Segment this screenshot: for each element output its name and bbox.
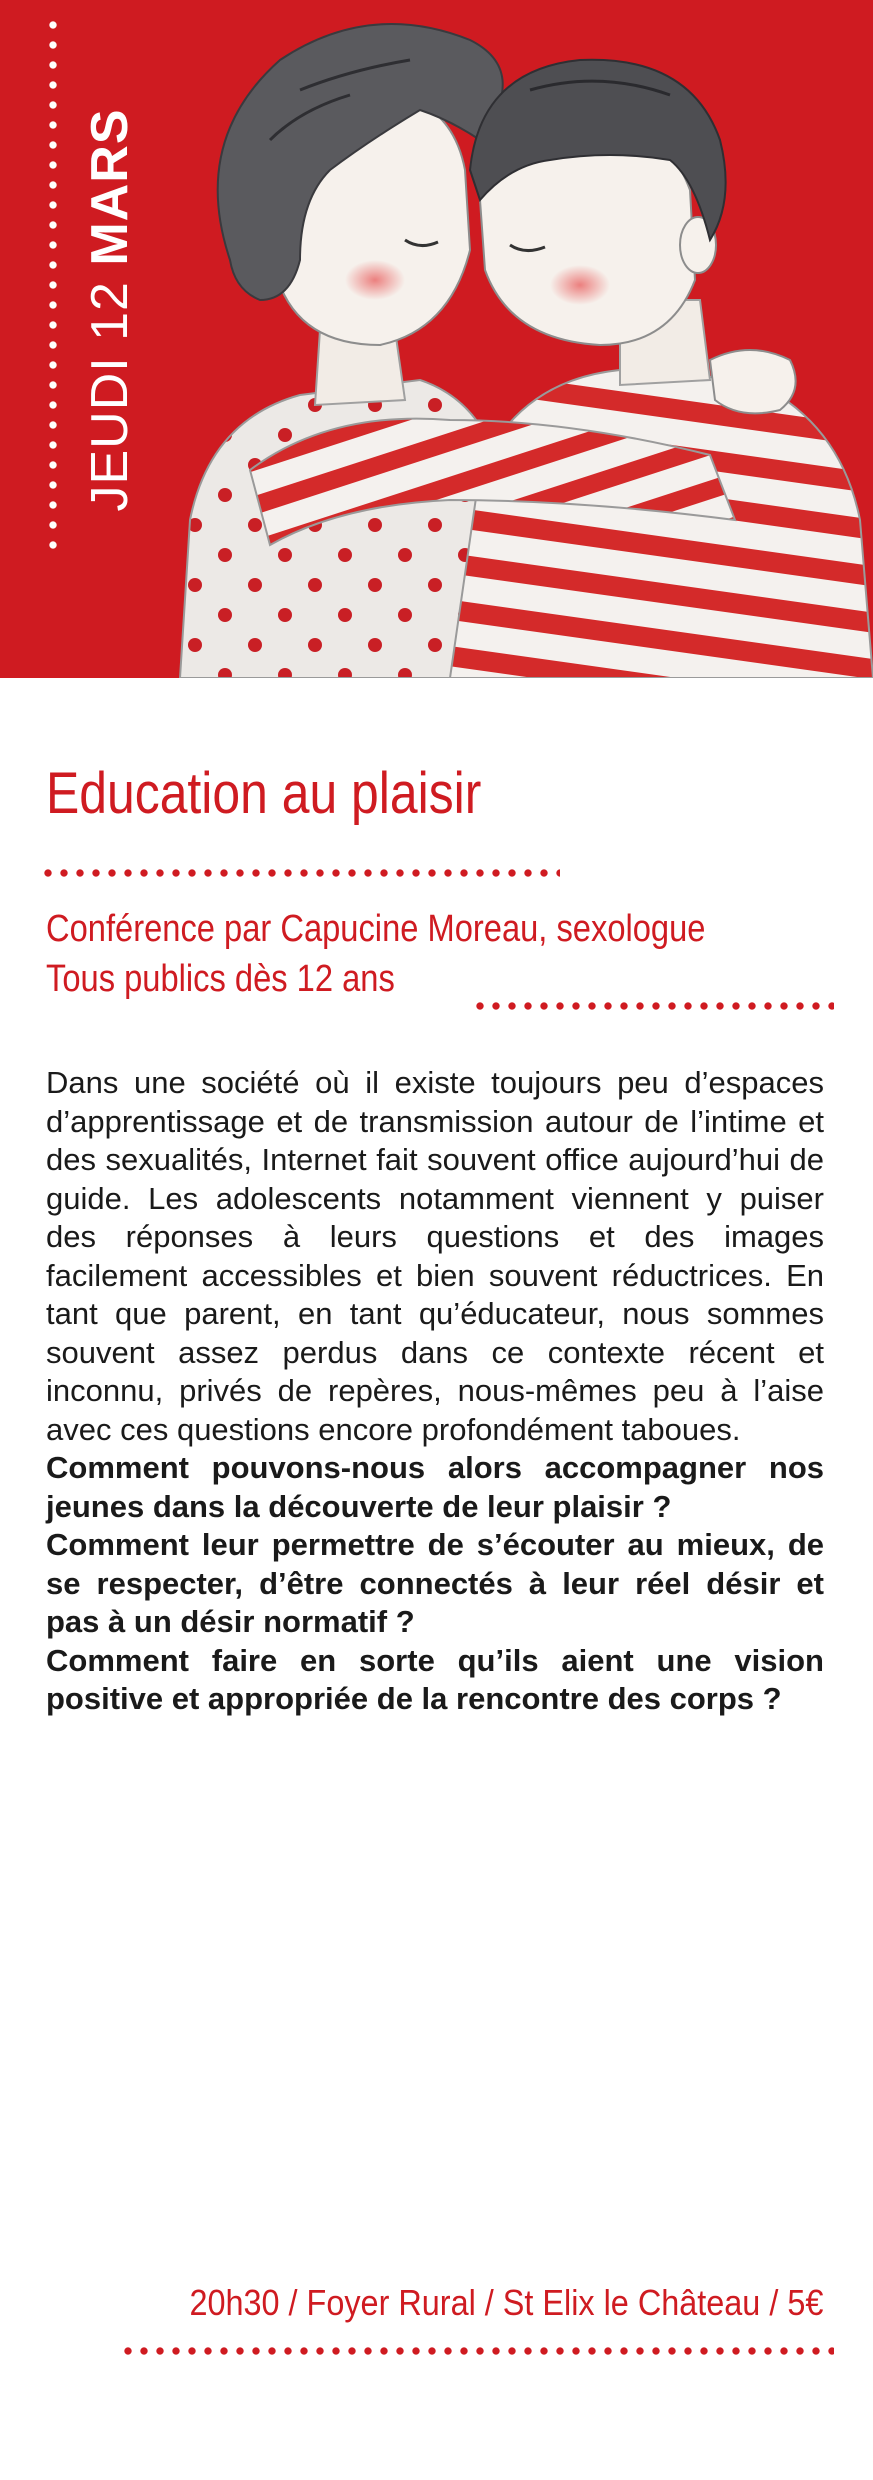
event-subtitle-speaker: Conférence par Capucine Moreau, sexologue — [46, 908, 706, 950]
event-description — [46, 1064, 824, 1719]
event-practical-info: 20h30 / Foyer Rural / St Elix le Château / 5€ — [189, 2282, 823, 2323]
embracing-couple-illustration — [150, 0, 873, 678]
event-subtitle-audience: Tous publics dès 12 ans — [46, 958, 395, 1000]
description-question-3: Comment faire en sorte qu’ils aient une vision positive et appropriée de la rencontre des corps ? — [46, 1642, 824, 1716]
footer-dotted-divider — [120, 2346, 834, 2356]
date-day: JEUDI 12 — [81, 281, 139, 512]
vertical-dotted-line — [49, 15, 57, 550]
header-banner — [0, 0, 873, 678]
title-dotted-divider — [40, 868, 560, 878]
description-question-2: Comment leur permettre de s’écouter au mieux, de se respecter, d’être connectés à leur réel désir et pas à un désir normatif ? — [46, 1527, 824, 1639]
description-question-1: Comment pouvons-nous alors accompagner nos jeunes dans la découverte de leur plaisir ? — [46, 1450, 824, 1524]
date-month: MARS — [81, 108, 139, 266]
description-intro: Dans une société où il existe toujours peu d’espaces d’apprentissage et de transmission autour de l’intime et des sexualités, Internet fait souvent office aujourd’hui de guide. Les adolescents notamment viennent y puiser des réponses à leurs questions et des images facilement accessibles et bien souvent réductrices. En tant que parent, en tant qu’éducateur, nous sommes souvent assez perdus dans ce contexte récent et inconnu, privés de repères, nous-mêmes peu à l’aise avec ces questions encore profondément taboues. — [46, 1065, 824, 1447]
subtitle-dotted-divider — [472, 1001, 834, 1011]
event-title: Education au plaisir — [46, 761, 482, 826]
event-date — [60, 108, 160, 512]
